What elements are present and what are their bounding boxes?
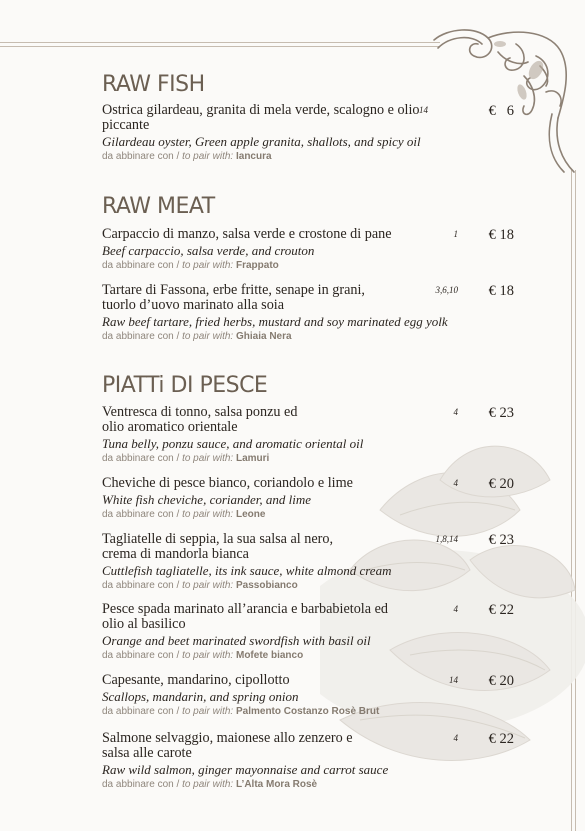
dish-price: € 22 [488, 602, 514, 618]
dish-price: € 22 [488, 731, 514, 747]
wine-pairing [102, 453, 516, 464]
wine-pairing [102, 509, 516, 520]
wine-pairing [102, 779, 516, 790]
wine-name: Passobianco [235, 579, 298, 591]
wine-pairing [102, 650, 516, 661]
wine-name: Ghiaia Nera [235, 330, 292, 342]
dish-name: Capesante, mandarino, cipollotto [102, 672, 290, 688]
dish-english-name: Gilardeau oyster, Green apple granita, shallots, and spicy oil [102, 133, 421, 149]
dish-english-name: Scallops, mandarin, and spring onion [102, 688, 299, 704]
section-title-piatti-di-pesce: PIATTi DI PESCE [102, 373, 268, 398]
dish-price: € 18 [488, 227, 514, 243]
allergen-codes: 1,8,14 [435, 534, 458, 544]
wine-pairing [102, 331, 516, 342]
pair-prefix: da abbinare con / [102, 508, 180, 520]
pair-prefix: da abbinare con / [102, 452, 180, 464]
dish-name: Salmone selvaggio, maionese allo zenzero e salsa alle carote [102, 730, 353, 761]
menu-item [102, 476, 516, 520]
wine-name: Iancura [235, 150, 272, 162]
dish-name: Carpaccio di manzo, salsa verde e crostone di pane [102, 226, 392, 242]
dish-english-name: Beef carpaccio, salsa verde, and crouton [102, 242, 315, 258]
allergen-codes: 4 [453, 407, 458, 417]
dish-english-name: Raw wild salmon, ginger mayonnaise and carrot sauce [102, 761, 389, 777]
allergen-codes: 3,6,10 [435, 285, 458, 295]
dish-english-name: Orange and beet marinated swordfish with basil oil [102, 632, 371, 648]
dish-price: € 23 [488, 532, 514, 548]
wine-name: Lamuri [235, 452, 270, 464]
dish-name: Pesce spada marinato all’arancia e barbabietola ed olio al basilico [102, 601, 388, 632]
pair-label: to pair with: [182, 330, 234, 342]
dish-price: € 20 [488, 476, 514, 492]
dish-name: Cheviche di pesce bianco, coriandolo e lime [102, 475, 353, 491]
menu-item [102, 227, 516, 271]
menu-item [102, 532, 516, 591]
wine-name: Mofete bianco [235, 649, 304, 661]
pair-label: to pair with: [182, 579, 234, 591]
dish-name: Tagliatelle di seppia, la sua salsa al nero, crema di mandorla bianca [102, 531, 334, 562]
pair-label: to pair with: [182, 508, 234, 520]
frame-top-line-inner [0, 46, 440, 47]
allergen-codes: 1 [453, 229, 458, 239]
frame-top-line [0, 42, 440, 43]
pair-label: to pair with: [182, 150, 234, 162]
allergen-codes: 14 [419, 105, 428, 115]
pair-prefix: da abbinare con / [102, 778, 180, 790]
pair-label: to pair with: [182, 649, 234, 661]
wine-name: Palmento Costanzo Rosè Brut [235, 705, 380, 717]
pair-label: to pair with: [182, 778, 234, 790]
pair-prefix: da abbinare con / [102, 150, 180, 162]
dish-name: Ostrica gilardeau, granita di mela verde, scalogno e olio piccante [102, 102, 420, 133]
dish-price: € 18 [488, 283, 514, 299]
wine-name: Frappato [235, 259, 279, 271]
pair-prefix: da abbinare con / [102, 579, 180, 591]
wine-name: Leone [235, 508, 266, 520]
pair-prefix: da abbinare con / [102, 649, 180, 661]
dish-price: € 23 [488, 405, 514, 421]
pair-prefix: da abbinare con / [102, 705, 180, 717]
menu-item [102, 405, 516, 464]
allergen-codes: 4 [453, 478, 458, 488]
pair-label: to pair with: [182, 705, 234, 717]
dish-english-name: Tuna belly, ponzu sauce, and aromatic oriental oil [102, 435, 364, 451]
menu-item [102, 731, 516, 790]
pair-prefix: da abbinare con / [102, 330, 180, 342]
dish-name: Ventresca di tonno, salsa ponzu ed olio aromatico orientale [102, 404, 298, 435]
dish-english-name: Cuttlefish tagliatelle, its ink sauce, white almond cream [102, 562, 392, 578]
allergen-codes: 4 [453, 733, 458, 743]
allergen-codes: 4 [453, 604, 458, 614]
menu-item [102, 602, 516, 661]
pair-prefix: da abbinare con / [102, 259, 180, 271]
menu-item [102, 673, 516, 717]
menu-item [102, 283, 516, 342]
allergen-codes: 14 [449, 675, 458, 685]
pair-label: to pair with: [182, 452, 234, 464]
pair-label: to pair with: [182, 259, 234, 271]
dish-english-name: White fish cheviche, coriander, and lime [102, 491, 312, 507]
wine-pairing [102, 706, 516, 717]
wine-name: L’Alta Mora Rosè [235, 778, 318, 790]
wine-pairing [102, 260, 516, 271]
section-title-raw-meat: RAW MEAT [102, 194, 215, 219]
wine-pairing [102, 580, 516, 591]
dish-name: Tartare di Fassona, erbe fritte, senape in grani, tuorlo d’uovo marinato alla soia [102, 282, 365, 313]
dish-price: € 20 [488, 673, 514, 689]
section-title-raw-fish: RAW FISH [102, 72, 205, 97]
wine-pairing [102, 151, 516, 162]
dish-price: € 6 [488, 103, 514, 119]
dish-english-name: Raw beef tartare, fried herbs, mustard and soy marinated egg yolk [102, 313, 448, 329]
menu-item [102, 103, 516, 162]
